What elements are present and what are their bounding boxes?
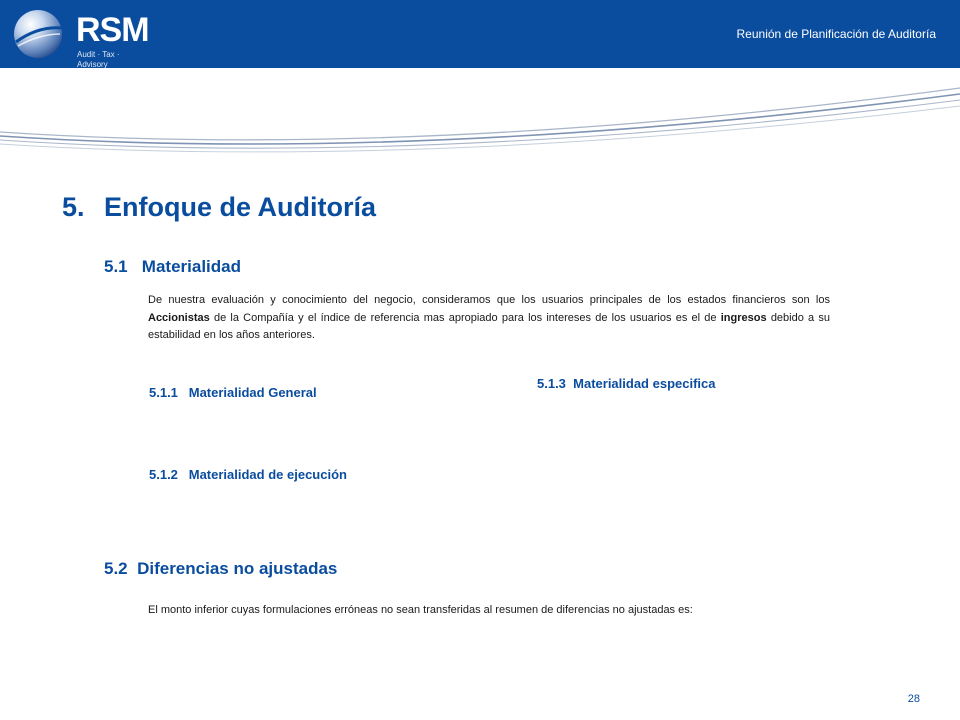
rsm-logo	[10, 6, 150, 69]
globe-icon	[10, 6, 66, 62]
section-title-text: Enfoque de Auditoría	[104, 192, 376, 222]
section-title	[62, 190, 376, 224]
decorative-swoosh	[0, 68, 960, 178]
diferencias-paragraph: El monto inferior cuyas formulaciones erróneas no sean transferidas al resumen de diferencias no ajustadas es:	[148, 604, 693, 616]
paragraph-bold-ingresos: ingresos	[720, 311, 767, 324]
header-bar	[0, 0, 960, 68]
section-number: 5.	[62, 192, 85, 222]
logo-tagline: Audit · Tax · Advisory	[77, 50, 120, 69]
paragraph-bold-accionistas: Accionistas	[148, 311, 210, 324]
heading-materialidad: 5.1 Materialidad	[104, 257, 241, 276]
materialidad-paragraph	[148, 292, 830, 345]
page-number: 28	[907, 693, 920, 705]
paragraph-text-2: de la Compañía y el índice de referencia mas apropiado para los intereses de los usuarios es el de	[209, 311, 721, 324]
subheading-materialidad-especifica: 5.1.3 Materialidad especifica	[537, 376, 716, 391]
heading-diferencias: 5.2 Diferencias no ajustadas	[104, 559, 338, 578]
logo-text: RSM	[76, 11, 149, 49]
paragraph-text-1: De nuestra evaluación y conocimiento del negocio, consideramos que los usuarios principales de los estados financieros son los	[148, 294, 830, 306]
paragraph-text-3: debido a su estabilidad en los años anteriores.	[148, 311, 831, 341]
presentation-title: Reunión de Planificación de Auditoría	[736, 27, 936, 41]
subheading-materialidad-ejecucion: 5.1.2 Materialidad de ejecución	[149, 467, 347, 482]
subheading-materialidad-general: 5.1.1 Materialidad General	[149, 385, 317, 400]
